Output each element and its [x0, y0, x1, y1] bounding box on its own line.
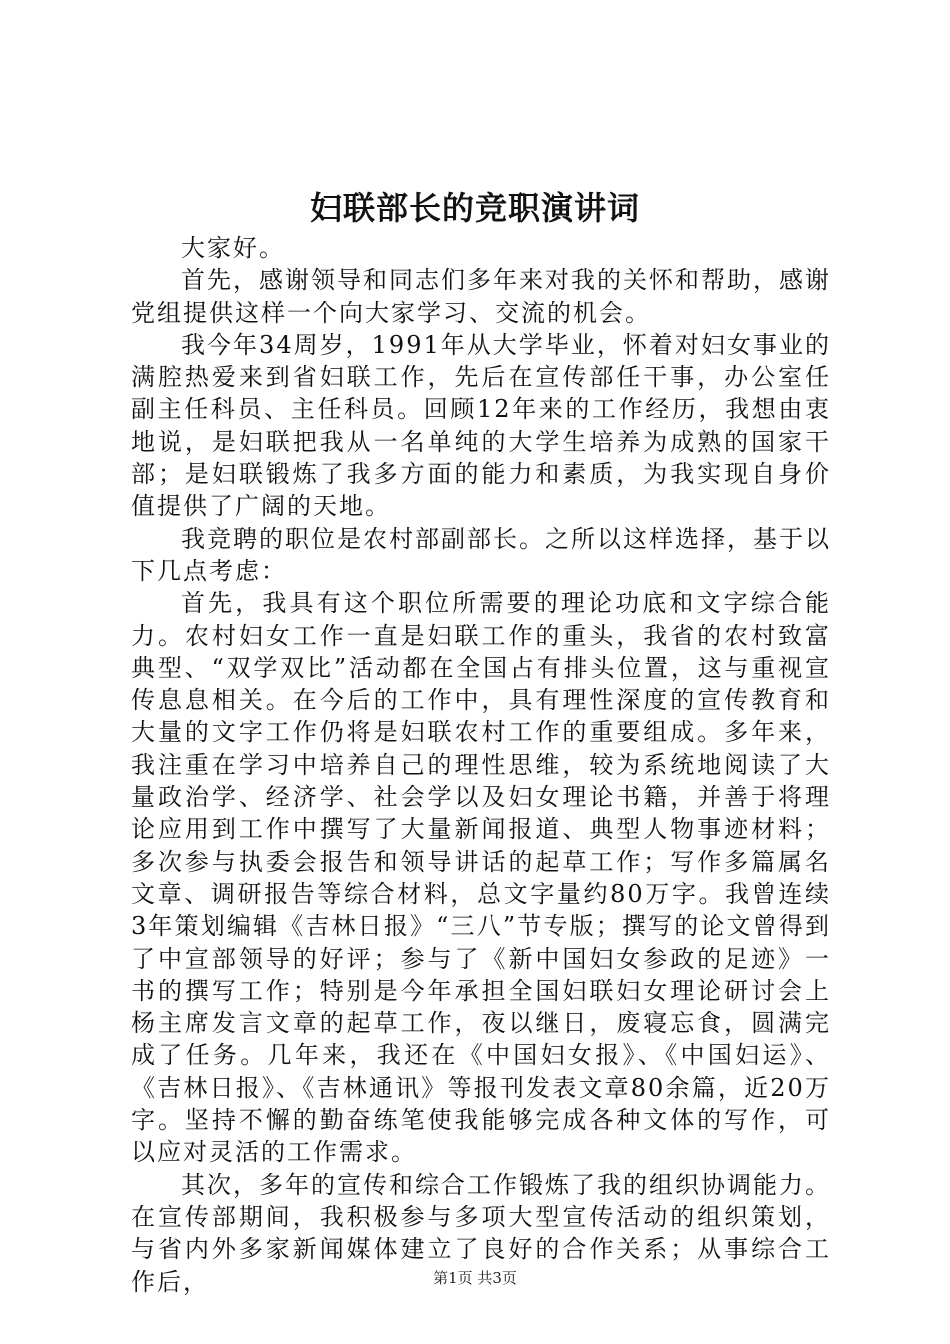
- paragraph-background: 我今年34周岁，1991年从大学毕业，怀着对妇女事业的满腔热爱来到省妇联工作，先后在宣传部任干事，办公室任副主任科员、主任科员。回顾12年来的工作经历，我想由衷地说，是妇联把我从一名单纯的大学生培养为成熟的国家干部；是妇联锻炼了我多方面的能力和素质，为我实现自身价值提供了广阔的天地。: [131, 330, 831, 521]
- document-title: 妇联部长的竞职演讲词: [309, 189, 640, 227]
- paragraph-position: 我竞聘的职位是农村部副部长。之所以这样选择，基于以下几点考虑：: [131, 524, 831, 585]
- paragraph-greeting: 大家好。: [181, 234, 285, 262]
- document-body: [131, 232, 831, 1298]
- page-footer: 第1页 共3页: [433, 1269, 517, 1287]
- paragraph-second-reason: 其次，多年的宣传和综合工作锻炼了我的组织协调能力。在宣传部期间，我积极参与多项大型宣传活动的组织策划，与省内外多家新闻媒体建立了良好的合作关系；从事综合工作后，: [131, 1170, 831, 1296]
- paragraph-first-reason: 首先，我具有这个职位所需要的理论功底和文字综合能力。农村妇女工作一直是妇联工作的重头，我省的农村致富典型、“双学双比”活动都在全国占有排头位置，这与重视宣传息息相关。在今后的工作中，具有理性深度的宣传教育和大量的文字工作仍将是妇联农村工作的重要组成。多年来，我注重在学习中培养自己的理性思维，较为系统地阅读了大量政治学、经济学、社会学以及妇女理论书籍，并善于将理论应用到工作中撰写了大量新闻报道、典型人物事迹材料；多次参与执委会报告和领导讲话的起草工作；写作多篇属名文章、调研报告等综合材料，总文字量约80万字。我曾连续3年策划编辑《吉林日报》“三八”节专版；撰写的论文曾得到了中宣部领导的好评；参与了《新中国妇女参政的足迹》一书的撰写工作；特别是今年承担全国妇联妇女理论研讨会上杨主席发言文章的起草工作，夜以继日，废寝忘食，圆满完成了任务。几年来，我还在《中国妇女报》、《中国妇运》、《吉林日报》、《吉林通讯》等报刊发表文章80余篇，近20万字。坚持不懈的勤奋练笔使我能够完成各种文体的写作，可以应对灵活的工作需求。: [131, 589, 831, 1167]
- paragraph-thanks: 首先，感谢领导和同志们多年来对我的关怀和帮助，感谢党组提供这样一个向大家学习、交流的机会。: [131, 266, 831, 327]
